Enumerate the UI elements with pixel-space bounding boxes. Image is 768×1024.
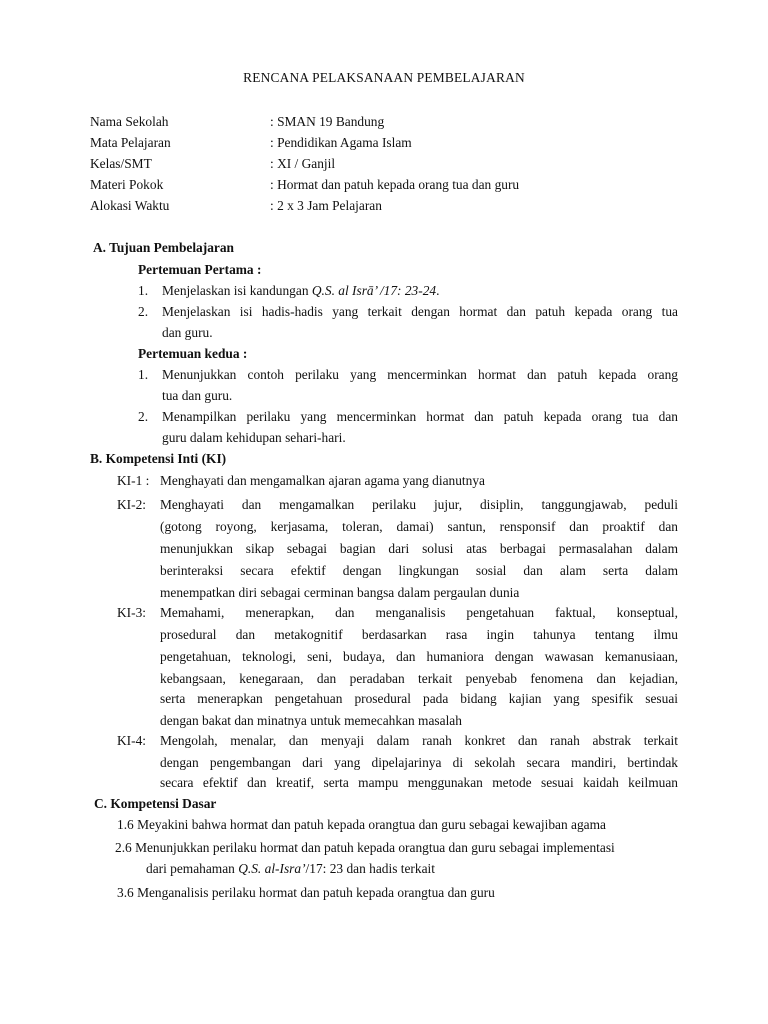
kd-item: 2.6 Menunjukkan perilaku hormat dan patuh kepada orangtua dan guru sebagai implementasi <box>115 840 615 855</box>
section-a-heading: A. Tujuan Pembelajaran <box>93 240 234 255</box>
ki-text: berinteraksi secara efektif dengan lingkungan sosial dan alam serta dalam <box>160 563 678 578</box>
objective-item: Menjelaskan isi hadis-hadis yang terkait dengan hormat dan patuh kepada orang tua <box>162 304 678 319</box>
kd-item: 1.6 Meyakini bahwa hormat dan patuh kepada orangtua dan guru sebagai kewajiban agama <box>117 817 606 832</box>
ki-text: prosedural dan metakognitif berdasarkan rasa ingin tahunya tentang ilmu <box>160 627 678 642</box>
identity-value: : Pendidikan Agama Islam <box>270 135 412 150</box>
ki-text: menunjukkan sikap sebagai bagian dari solusi atas berbagai permasalahan dalam <box>160 541 678 556</box>
ki-label: KI-4: <box>117 733 147 748</box>
ki-text: serta menerapkan pengetahuan prosedural pada bidang kajian yang spesifik sesuai <box>160 691 678 706</box>
identity-label: Alokasi Waktu <box>90 198 170 213</box>
list-number: 2. <box>138 409 149 424</box>
ki-text: dengan pengembangan dari yang dipelajarinya di sekolah secara mandiri, bertindak <box>160 755 678 770</box>
kd-item-cont: dari pemahaman Q.S. al-Isra’/17: 23 dan hadis terkait <box>146 861 435 876</box>
objective-item-cont: guru dalam kehidupan sehari-hari. <box>162 430 346 445</box>
objective-item-cont: tua dan guru. <box>162 388 233 403</box>
identity-label: Materi Pokok <box>90 177 164 192</box>
ki-text: Menghayati dan mengamalkan perilaku jujur, disiplin, tanggungjawab, peduli <box>160 497 678 512</box>
ki-text: dengan bakat dan minatnya untuk memecahkan masalah <box>160 713 462 728</box>
identity-label: Kelas/SMT <box>90 156 152 171</box>
ki-text: Menghayati dan mengamalkan ajaran agama yang dianutnya <box>160 473 485 488</box>
ki-label: KI-3: <box>117 605 147 620</box>
identity-value: : Hormat dan patuh kepada orang tua dan guru <box>270 177 520 192</box>
ki-text: Mengolah, menalar, dan menyaji dalam ranah konkret dan ranah abstrak terkait <box>160 733 678 748</box>
ki-text: Memahami, menerapkan, dan menganalisis pengetahuan faktual, konseptual, <box>160 605 678 620</box>
objective-item-cont: dan guru. <box>162 325 213 340</box>
meeting-2-heading: Pertemuan kedua : <box>138 346 248 361</box>
document-title: RENCANA PELAKSANAAN PEMBELAJARAN <box>243 70 525 85</box>
ki-text: secara efektif dan kreatif, serta mampu menggunakan metode sesuai kaidah keilmuan <box>160 775 678 790</box>
identity-value: : SMAN 19 Bandung <box>270 114 385 129</box>
ki-label: KI-1 : <box>117 473 150 488</box>
meeting-1-heading: Pertemuan Pertama : <box>138 262 262 277</box>
identity-value: : 2 x 3 Jam Pelajaran <box>270 198 382 213</box>
list-number: 1. <box>138 283 149 298</box>
list-number: 1. <box>138 367 149 382</box>
identity-label: Mata Pelajaran <box>90 135 171 150</box>
ki-text: kebangsaan, kenegaraan, dan peradaban terkait penyebab fenomena dan kejadian, <box>160 671 678 686</box>
ki-text: (gotong royong, kerjasama, toleran, damai) santun, rensponsif dan proaktif dan <box>160 519 678 534</box>
objective-item: Menjelaskan isi kandungan Q.S. al Isrā’ /17: 23-24. <box>162 283 440 298</box>
list-number: 2. <box>138 304 149 319</box>
section-c-heading: C. Kompetensi Dasar <box>94 796 217 811</box>
ki-text: menempatkan diri sebagai cerminan bangsa dalam pergaulan dunia <box>160 585 520 600</box>
section-b-heading: B. Kompetensi Inti (KI) <box>90 451 227 466</box>
ki-text: pengetahuan, teknologi, seni, budaya, dan humaniora dengan wawasan kemanusiaan, <box>160 649 678 664</box>
identity-label: Nama Sekolah <box>90 114 169 129</box>
objective-item: Menunjukkan contoh perilaku yang mencerminkan hormat dan patuh kepada orang <box>162 367 678 382</box>
objective-item: Menampilkan perilaku yang mencerminkan hormat dan patuh kepada orang tua dan <box>162 409 678 424</box>
kd-item: 3.6 Menganalisis perilaku hormat dan patuh kepada orangtua dan guru <box>117 885 495 900</box>
ki-label: KI-2: <box>117 497 147 512</box>
identity-value: : XI / Ganjil <box>270 156 336 171</box>
